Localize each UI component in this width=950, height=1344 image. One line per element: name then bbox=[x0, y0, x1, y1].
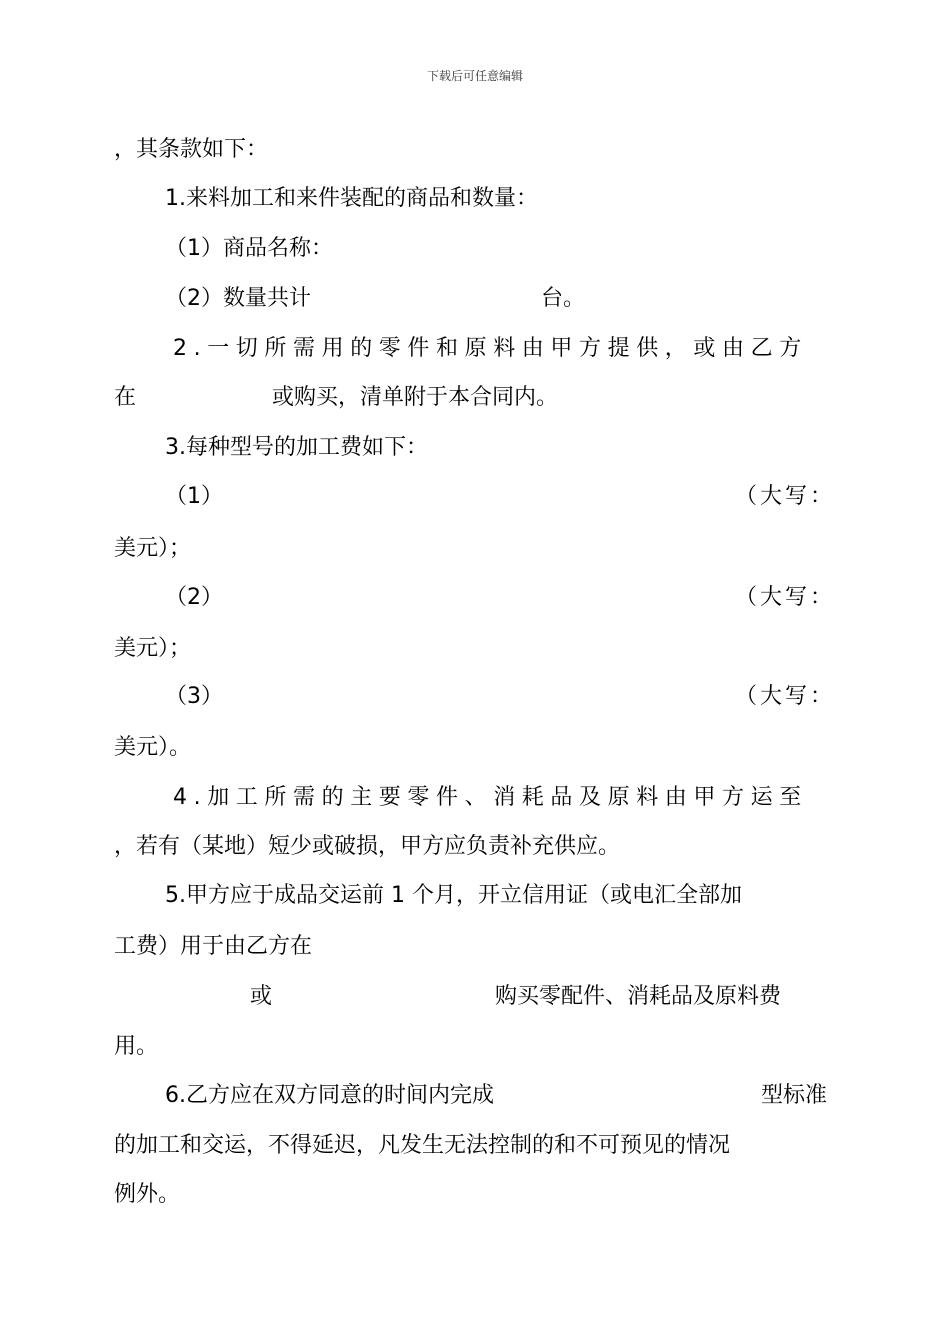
item-1-product-name: （1）商品名称： bbox=[165, 236, 333, 261]
clause-1-heading: 1.来料加工和来件装配的商品和数量： bbox=[165, 186, 538, 211]
line-1: ，其条款如下： bbox=[114, 137, 269, 162]
item-2-quantity-label: （2）数量共计 bbox=[165, 286, 311, 311]
clause-6-line-1-end: 型标准 bbox=[761, 1083, 828, 1108]
clause-2-line-2-end: 或购买，清单附于本合同内。 bbox=[272, 385, 559, 410]
fee-item-1-capital: （大写： bbox=[735, 484, 836, 509]
fee-item-1-currency: 美元）； bbox=[114, 536, 192, 561]
clause-2-line-1: 2.一切所需用的零件和原料由甲方提供，或由乙方 bbox=[173, 336, 808, 361]
clause-3-heading: 3.每种型号的加工费如下： bbox=[165, 435, 428, 460]
fee-item-3-capital: （大写： bbox=[735, 684, 836, 709]
clause-5-line-2: 工费）用于由乙方在 bbox=[114, 934, 313, 959]
clause-4-line-1: 4.加工所需的主要零件、消耗品及原料由甲方运至 bbox=[173, 785, 808, 810]
clause-6-line-1-start: 6.乙方应在双方同意的时间内完成 bbox=[165, 1083, 494, 1108]
item-2-quantity-unit: 台。 bbox=[541, 286, 586, 311]
clause-5-line-3-or: 或 bbox=[250, 984, 273, 1009]
fee-item-2-label: （2） bbox=[165, 585, 223, 610]
clause-5-line-1: 5.甲方应于成品交运前 1 个月，开立信用证（或电汇全部加 bbox=[165, 883, 742, 908]
clause-4-line-2: ，若有（某地）短少或破损，甲方应负责补充供应。 bbox=[114, 834, 621, 859]
clause-6-line-3: 例外。 bbox=[114, 1182, 181, 1207]
fee-item-1-label: （1） bbox=[165, 484, 223, 509]
clause-6-line-2: 的加工和交运，不得延迟，凡发生无法控制的和不可预见的情况 bbox=[114, 1133, 731, 1158]
fee-item-3-currency: 美元）。 bbox=[114, 735, 192, 760]
clause-5-line-4: 用。 bbox=[114, 1034, 159, 1059]
fee-item-2-capital: （大写： bbox=[735, 585, 836, 610]
fee-item-2-currency: 美元）； bbox=[114, 636, 192, 661]
fee-item-3-label: （3） bbox=[165, 684, 223, 709]
clause-5-line-3-end: 购买零配件、消耗品及原料费 bbox=[495, 984, 782, 1009]
clause-2-line-2-start: 在 bbox=[114, 385, 137, 410]
page-header: 下载后可任意编辑 bbox=[426, 69, 523, 83]
